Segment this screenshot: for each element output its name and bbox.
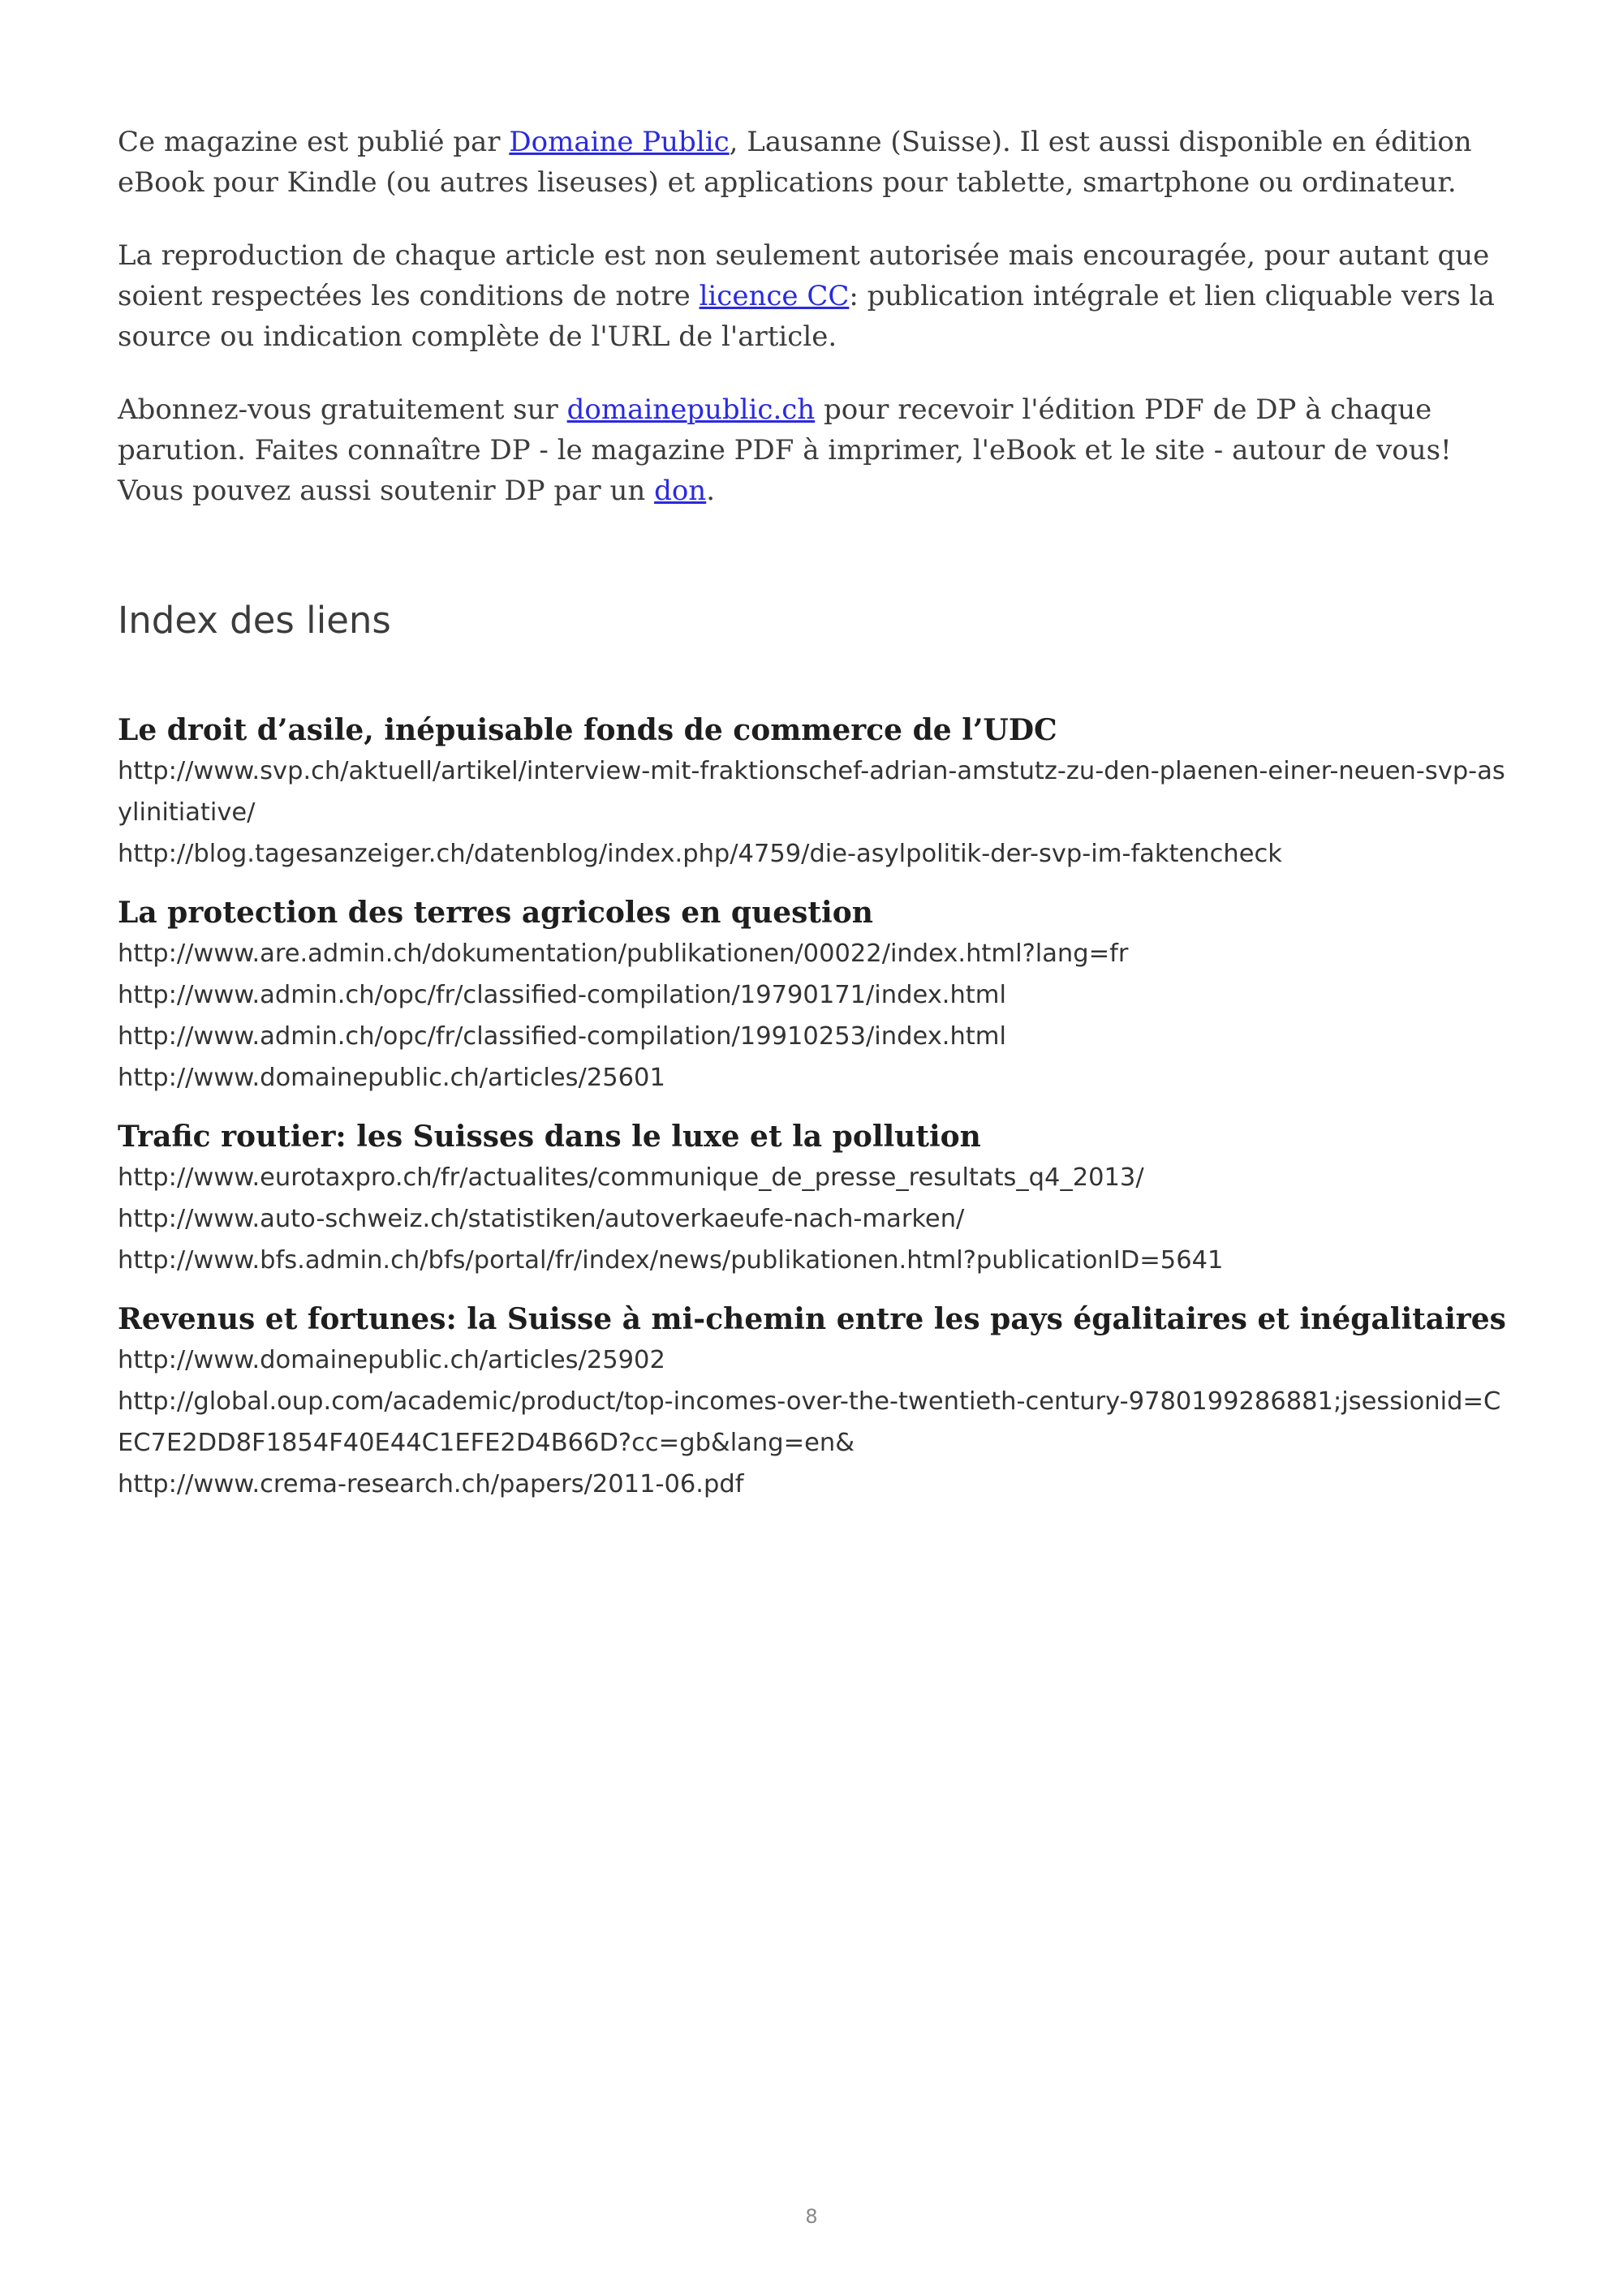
url-item[interactable]: http://www.bfs.admin.ch/bfs/portal/fr/index/news/publikationen.html?publicationID=5641 <box>118 1246 1224 1275</box>
url-item[interactable]: http://www.crema-research.ch/papers/2011-06.pdf <box>118 1470 744 1498</box>
url-list <box>118 1339 1513 1505</box>
intro-paragraph-license <box>118 235 1513 357</box>
article-title: Trafic routier: les Suisses dans le luxe et la pollution <box>118 1120 981 1154</box>
link-index <box>118 710 1513 1505</box>
url-item[interactable]: http://www.are.admin.ch/dokumentation/publikationen/00022/index.html?lang=fr <box>118 939 1129 968</box>
intro-p2-text-1: La reproduction de chaque article est non seulement autorisée mais encouragée, pour autant que soient respectées les conditions de notre <box>118 239 1490 312</box>
url-item[interactable]: http://www.auto-schweiz.ch/statistiken/autoverkaeufe-nach-marken/ <box>118 1205 965 1233</box>
index-section <box>118 710 1513 875</box>
url-item[interactable]: http://blog.tagesanzeiger.ch/datenblog/index.php/4759/die-asylpolitik-der-svp-im-faktencheck <box>118 840 1282 868</box>
url-item[interactable]: http://www.admin.ch/opc/fr/classified-compilation/19910253/index.html <box>118 1022 1006 1051</box>
intro-p1-text-1: Ce magazine est publié par <box>118 126 510 158</box>
domaine-public-link[interactable]: Domaine Public <box>509 126 730 158</box>
url-item[interactable]: http://www.eurotaxpro.ch/fr/actualites/communique_de_presse_resultats_q4_2013/ <box>118 1163 1144 1192</box>
index-section <box>118 1116 1513 1281</box>
page-number: 8 <box>805 2205 818 2228</box>
article-title: Le droit d’asile, inépuisable fonds de commerce de l’UDC <box>118 713 1057 747</box>
page-content <box>118 122 1513 1523</box>
url-list <box>118 750 1513 875</box>
url-item[interactable]: http://www.admin.ch/opc/fr/classified-compilation/19790171/index.html <box>118 981 1006 1009</box>
intro-paragraph-subscribe <box>118 389 1513 511</box>
url-item[interactable]: http://www.domainepublic.ch/articles/25601 <box>118 1064 665 1092</box>
url-list <box>118 1157 1513 1281</box>
index-section <box>118 1299 1513 1505</box>
intro-p1-text-2: , Lausanne (Suisse). Il est aussi disponible en édition eBook pour Kindle (ou autres liseuses) et applications pour tablette, smartphone ou ordinateur. <box>118 126 1472 199</box>
url-item[interactable]: http://www.svp.ch/aktuell/artikel/interview-mit-fraktionschef-adrian-amstutz-zu-den-plaenen-einer-neuen-svp-asylinitiative/ <box>118 757 1505 827</box>
licence-cc-link[interactable]: licence CC <box>699 280 850 312</box>
intro-p3-text-3: . <box>706 475 716 507</box>
url-item[interactable]: http://global.oup.com/academic/product/top-incomes-over-the-twentieth-century-9780199286881;jsessionid=CEC7E2DD8F1854F40E44C1EFE2D4B66D?cc=gb&lang=en& <box>118 1387 1501 1457</box>
domainepublic-link[interactable]: domainepublic.ch <box>566 393 816 426</box>
index-heading: Index des liens <box>118 599 391 642</box>
url-list <box>118 933 1513 1099</box>
intro-paragraph-publisher <box>118 122 1513 203</box>
article-title: Revenus et fortunes: la Suisse à mi-chemin entre les pays égalitaires et inégalitaires <box>118 1302 1506 1336</box>
intro-p2-text-2: : publication intégrale et lien cliquable vers la source ou indication complète de l'URL de l'article. <box>118 280 1495 353</box>
url-item[interactable]: http://www.domainepublic.ch/articles/25902 <box>118 1346 665 1374</box>
intro-p3-text-2: pour recevoir l'édition PDF de DP à chaque parution. Faites connaître DP - le magazine PDF à imprimer, l'eBook et le site - autour de vous! Vous pouvez aussi soutenir DP par un <box>118 393 1452 507</box>
index-section <box>118 892 1513 1099</box>
article-title: La protection des terres agricoles en question <box>118 896 873 930</box>
intro-p3-text-1: Abonnez-vous gratuitement sur <box>118 393 567 426</box>
don-link[interactable]: don <box>654 475 707 507</box>
